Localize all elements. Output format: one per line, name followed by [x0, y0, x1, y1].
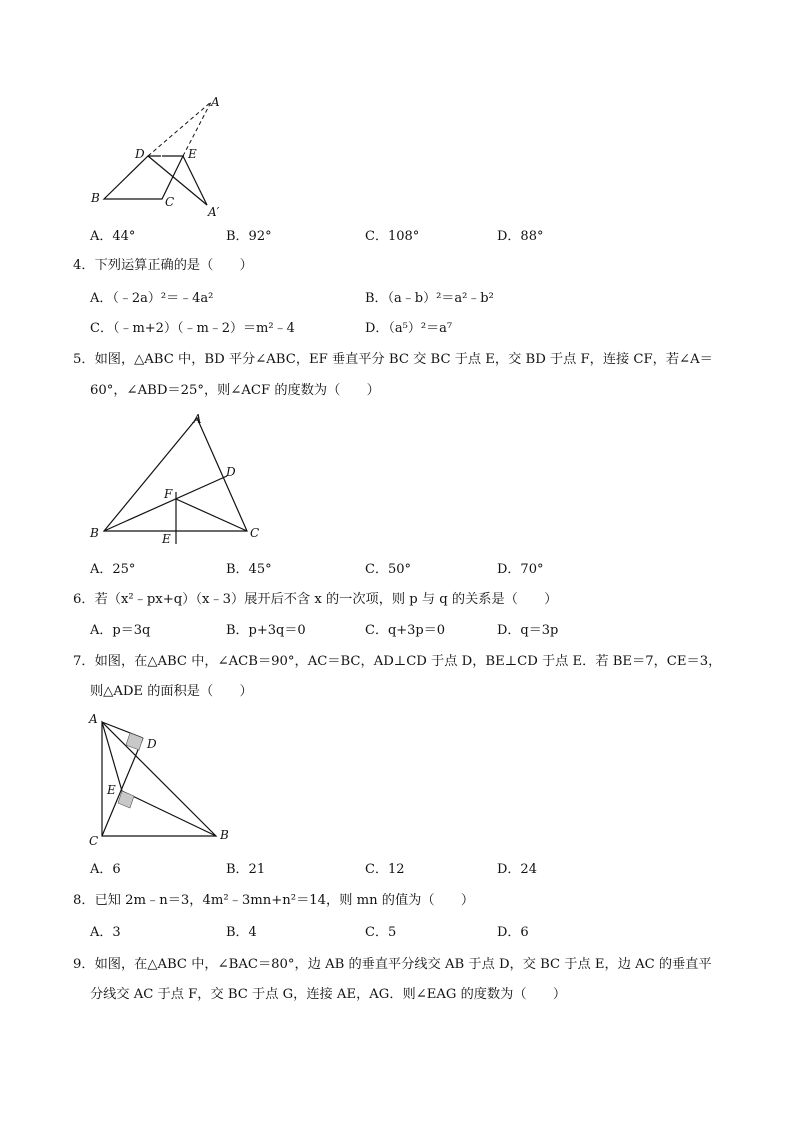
- label-F: F: [164, 487, 173, 501]
- label-C: C: [250, 526, 260, 540]
- label-B: B: [90, 526, 99, 540]
- q5-stem-line1: 5．如图，△ABC 中，BD 平分∠ABC，EF 垂直平分 BC 交 BC 于点 E，交 BD 于点 F，连接 CF，若∠A＝: [73, 352, 713, 367]
- q7-option-c[interactable]: C．12: [365, 862, 405, 877]
- q7-option-a[interactable]: A．6: [90, 862, 121, 877]
- label-C: C: [89, 834, 99, 848]
- q5-option-d[interactable]: D．70°: [497, 562, 544, 577]
- right-angle-mark-D: [126, 733, 143, 750]
- line-BD: [104, 476, 227, 531]
- q8-option-c[interactable]: C．5: [365, 925, 397, 940]
- q6-option-a[interactable]: A．p＝3q: [90, 623, 151, 638]
- label-E: E: [162, 532, 171, 546]
- label-D: D: [147, 737, 157, 751]
- line-BE: [122, 791, 216, 836]
- line-DA-prime: [148, 156, 207, 205]
- q7-stem-line2: 则△ADE 的面积是（ ）: [90, 684, 253, 699]
- q3-option-b[interactable]: B．92°: [226, 229, 272, 244]
- q8-option-a[interactable]: A．3: [90, 925, 121, 940]
- q5-option-c[interactable]: C．50°: [365, 562, 411, 577]
- dashed-line-DA: [148, 102, 211, 156]
- q5-figure: [80, 408, 280, 548]
- q6-stem: 6．若（x²﹣px+q）（x﹣3）展开后不含 x 的一次项，则 p 与 q 的关系是（ ）: [73, 592, 558, 607]
- label-A: A: [193, 412, 202, 426]
- q4-stem: 4．下列运算正确的是（ ）: [73, 258, 253, 273]
- q6-option-d[interactable]: D．q＝3p: [497, 623, 559, 638]
- q3-option-c[interactable]: C．108°: [365, 229, 420, 244]
- polygon-BDEC: [104, 156, 183, 199]
- label-B: B: [91, 191, 100, 205]
- q4-option-d[interactable]: D．（a⁵）²＝a⁷: [365, 321, 453, 336]
- q4-option-c[interactable]: C．（﹣m+2）（﹣m﹣2）＝m²﹣4: [90, 321, 295, 336]
- q4-option-b[interactable]: B．（a﹣b）²＝a²﹣b²: [365, 291, 494, 306]
- label-C: C: [165, 195, 175, 209]
- q4-option-a[interactable]: A．（﹣2a）²＝﹣4a²: [90, 291, 214, 306]
- q8-option-d[interactable]: D．6: [497, 925, 529, 940]
- label-E: E: [188, 147, 197, 161]
- q5-option-a[interactable]: A．25°: [90, 562, 136, 577]
- q7-stem-line1: 7．如图，在△ABC 中，∠ACB＝90°，AC＝BC，AD⊥CD 于点 D，BE⊥CD 于点 E．若 BE＝7，CE＝3，: [73, 654, 722, 669]
- q3-figure: [80, 92, 240, 222]
- label-A: A: [89, 712, 98, 726]
- q6-option-c[interactable]: C．q+3p＝0: [365, 623, 446, 638]
- q8-stem: 8．已知 2m﹣n＝3，4m²﹣3mn+n²＝14，则 mn 的值为（ ）: [73, 893, 475, 908]
- q3-option-d[interactable]: D．88°: [497, 229, 544, 244]
- label-A-prime: A′: [208, 205, 220, 219]
- q6-option-b[interactable]: B．p+3q＝0: [226, 623, 306, 638]
- q5-stem-line2: 60°，∠ABD＝25°，则∠ACF 的度数为（ ）: [90, 383, 380, 398]
- label-D: D: [135, 147, 145, 161]
- q7-figure: [80, 708, 250, 858]
- line-CF: [176, 499, 247, 531]
- q9-stem-line2: 分线交 AC 于点 F，交 BC 于点 G，连接 AE，AG．则∠EAG 的度数为（ ）: [90, 987, 567, 1002]
- line-EA-prime: [183, 156, 207, 205]
- label-B: B: [220, 828, 229, 842]
- label-A: A: [211, 95, 220, 109]
- q9-stem-line1: 9．如图，在△ABC 中，∠BAC＝80°，边 AB 的垂直平分线交 AB 于点 D，交 BC 于点 E，边 AC 的垂直平: [73, 957, 712, 972]
- q7-option-d[interactable]: D．24: [497, 862, 537, 877]
- q5-option-b[interactable]: B．45°: [226, 562, 272, 577]
- q3-option-a[interactable]: A．44°: [90, 229, 136, 244]
- q8-option-b[interactable]: B．4: [226, 925, 257, 940]
- label-D: D: [226, 465, 236, 479]
- q7-option-b[interactable]: B．21: [226, 862, 266, 877]
- label-E: E: [107, 783, 116, 797]
